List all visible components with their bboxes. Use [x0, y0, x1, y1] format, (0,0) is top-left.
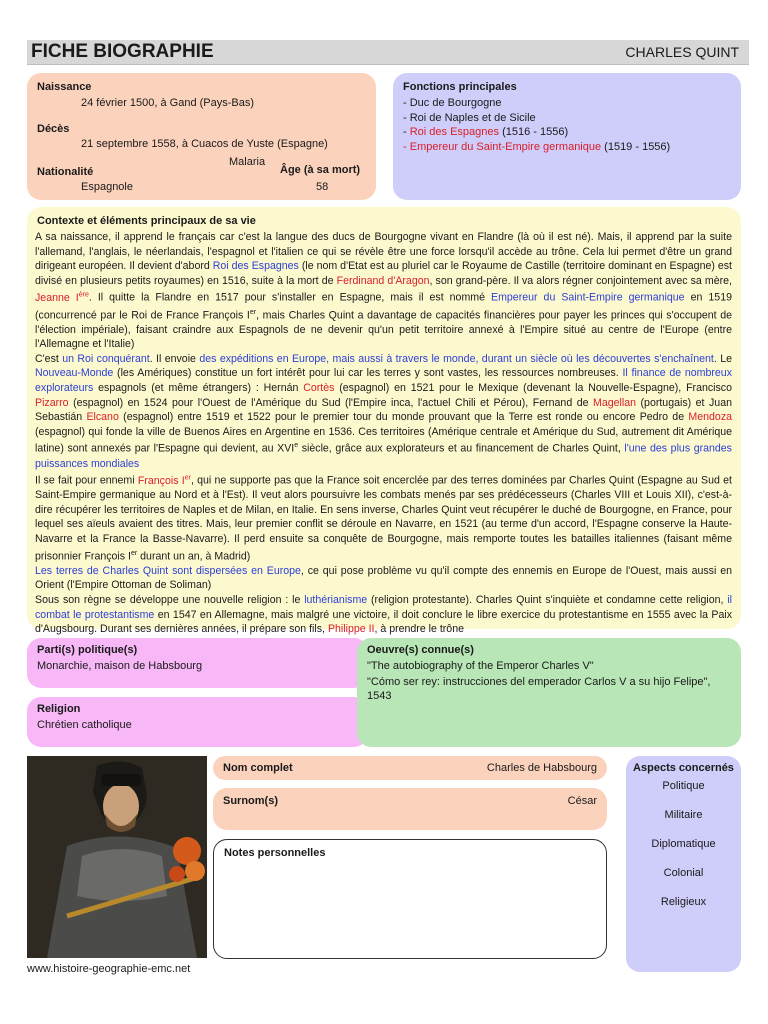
naissance-value: 24 février 1500, à Gand (Pays-Bas) — [81, 97, 255, 109]
mendoza-link[interactable]: Mendoza — [688, 411, 733, 424]
context-paragraph: A sa naissance, il apprend le français car c'est la langue des ducs de Bourgogne vivant en Flandre (là où il est né). Mais, il apprend par la suite l'allemand, l'anglais, le néerlandais, l'espagnol et l'italien ce qui se révèle être une force lorsqu'il accède au trône. Cela lui permet d'être un grand dirigeant européen. Il devient d'abord Roi des Espagnes (le nom d'Etat est au pluriel car le Royaume de Castille (territoire dominant en Espagne) est divisé en plusieurs petits royaumes) en 1516, suite à la mort de Ferdinand d'Aragon, son grand-père. Il va alors régner conjointement avec sa mère, Jeanne Ière. Il quitte la Flandre en 1517 pour s'installer en Espagne, mais il est nommé Empereur du Saint-Empire germanique en 1519 (concurrencé par le Roi de France François Ier, mais Charles Quint a davantage de capacités financières pour payer les princes qui s'occupent de l'élection impériale), faisant craindre aux Espagnols de ne devenir qu'un petit territoire annexé à l'Empire situé au centre de l'Europe (entre l'Allemagne et l'Italie) — [35, 231, 733, 351]
expeditions-link[interactable]: des expéditions en Europe, mais aussi à travers le monde, durant un siècle où les découvertes s'enchaînent — [199, 352, 714, 365]
naissance-label: Naissance — [37, 81, 92, 93]
aspects-box — [626, 756, 741, 972]
francois-link[interactable]: François Ier — [137, 474, 191, 487]
portrait-illustration — [27, 756, 207, 958]
function-item: - Roi de Naples et de Sicile — [403, 111, 536, 124]
religion-box — [27, 697, 368, 747]
nom-box — [213, 756, 607, 780]
source-credit[interactable]: www.histoire-geographie-emc.net — [27, 963, 191, 975]
roi-link[interactable]: Roi des Espagnes — [409, 126, 500, 138]
cortes-link[interactable]: Cortès — [303, 382, 335, 394]
functions-title: Fonctions principales — [403, 81, 517, 93]
magellan-link[interactable]: Magellan — [593, 396, 637, 409]
portrait-image — [27, 756, 207, 958]
notes-box[interactable] — [213, 839, 607, 959]
death-cause: Malaria — [229, 156, 266, 168]
oeuvres-box — [357, 638, 741, 747]
terres-link[interactable]: Les terres de Charles Quint sont dispersées en Europe — [35, 564, 301, 577]
oeuvre-item: "The autobiography of the Emperor Charles V" — [367, 660, 594, 672]
oeuvres-label: Oeuvre(s) connue(s) — [367, 644, 474, 656]
surnom-box — [213, 788, 607, 830]
parti-value: Monarchie, maison de Habsbourg — [37, 660, 203, 672]
age-value: 58 — [316, 181, 329, 193]
nouveau-monde-link[interactable]: Nouveau-Monde — [35, 367, 114, 380]
function-item: - Roi des Espagnes (1516 - 1556) — [403, 126, 569, 138]
context-text — [35, 230, 732, 637]
empereur-link[interactable]: Empereur du Saint-Empire germanique — [409, 140, 602, 153]
page-title: FICHE BIOGRAPHIE — [31, 41, 214, 62]
functions-list — [403, 96, 670, 154]
aspect-item: Diplomatique — [651, 838, 716, 850]
nationalite-value: Espagnole — [81, 181, 133, 193]
religion-label: Religion — [37, 703, 81, 715]
pizarro-link[interactable]: Pizarro — [35, 396, 69, 409]
parti-box — [27, 638, 368, 688]
function-item: - Duc de Bourgogne — [403, 97, 502, 109]
puissances-link[interactable]: l'une des plus grandes puissances mondiales — [35, 442, 732, 470]
ferdinand-link[interactable]: Ferdinand d'Aragon — [336, 274, 430, 287]
aspects-title: Aspects concernés — [633, 762, 734, 774]
birth-death-box — [27, 73, 376, 200]
context-paragraph: Sous son règne se développe une nouvelle religion : le luthérianisme (religion protestante). Charles Quint s'inquiète et condamne cette religion, il combat le protestantisme en 1547 en Allemagne, mais malgré une victoire, il doit conclure le libre exercice du protestantisme en 1555 avec la Paix d'Augsbourg. Durant ses dernières années, il prépare son fils, Philippe II, à prendre le trône — [35, 593, 732, 636]
philippe-link[interactable]: Philippe II — [327, 623, 375, 636]
surnom-value: César — [567, 795, 597, 807]
explorateurs-link[interactable]: Il finance de nombreux explorateurs — [35, 367, 732, 394]
aspect-item: Politique — [662, 780, 705, 792]
nom-label: Nom complet — [223, 762, 293, 774]
roi-conquerant-link[interactable]: un Roi conquérant — [62, 352, 150, 365]
roi-espagnes-link[interactable]: Roi des Espagnes — [212, 260, 299, 273]
context-paragraph: C'est un Roi conquérant. Il envoie des expéditions en Europe, mais aussi à travers le monde, durant un siècle où les découvertes s'enchaînent. Le Nouveau-Monde (les Amériques) constitue un fort intérêt pour lui car les terres y sont vastes, les ressources nombreuses. Il finance de nombreux explorateurs espagnols (et même étrangers) : Hernán Cortès (espagnol) en 1521 pour le Mexique (devenant la Nouvelle-Espagne), Francisco Pizarro (espagnol) en 1524 pour l'Ouest de l'Amérique du Sud (l'Empire inca, l'actuel Chili et Pérou), Fernand de Magellan (portugais) et Juan Sebastián Elcano (espagnol) entre 1519 et 1522 pour le premier tour du monde prouvant que la Terre est ronde ou encore Pedro de Mendoza (espagnol) qui fonde la ville de Buenos Aires en Argentine en 1536. Ces territoires (Amérique centrale et Amérique du Sud, autrement dit Amérique latine) sont annexés par l'Espagne qui devient, au XVIe siècle, grâce aux explorateurs et au financement de Charles Quint, l'une des plus grandes puissances mondiales — [35, 352, 733, 470]
deces-value: 21 septembre 1558, à Cuacos de Yuste (Espagne) — [81, 138, 328, 150]
nom-value: Charles de Habsbourg — [486, 762, 597, 774]
aspect-item: Colonial — [663, 867, 704, 879]
surnom-label: Surnom(s) — [223, 795, 278, 807]
aspect-item: Militaire — [664, 809, 703, 821]
parti-label: Parti(s) politique(s) — [37, 644, 138, 656]
age-label: Âge (à sa mort) — [280, 164, 361, 176]
nationalite-label: Nationalité — [37, 166, 94, 178]
context-paragraph: Il se fait pour ennemi François Ier, qui ne supporte pas que la France soit encerclée par des terres dominées par Charles Quint (Espagne au Sud et Saint-Empire germanique au Nord et à l'Est). Il veut alors poursuivre les combats menés par ses prédécesseurs (Charles VIII et Louis XII), c'est-à-dire récupérer les territoires de Naples et de Milan, en Italie. En sens inverse, Charles Quint veut récupérer le duché de Bourgogne, en France, pour lequel ses aïeuls avaient des titres. Mais, leur premier conflit se déroule en Navarre, en 1521 (au terme d'un accord, l'Espagne conserve la Haute-Navarre et la France la Basse-Navarre). Il perd ensuite sa conquête de Bourgogne, mais remporte toutes les batailles italiennes (faisant même prisonnier François Ier durant un an, à Madrid) — [35, 474, 732, 563]
empereur-link[interactable]: Empereur du Saint-Empire germanique — [491, 291, 685, 304]
context-paragraph: Les terres de Charles Quint sont dispersées en Europe, ce qui pose problème vu qu'il compte des ennemis en Europe de l'Ouest, mais aussi en Orient (l'Empire Ottoman de Soliman) — [35, 564, 732, 592]
elcano-link[interactable]: Elcano — [86, 411, 119, 424]
notes-label: Notes personnelles — [224, 847, 326, 859]
context-box — [27, 207, 741, 636]
jeanne-link[interactable]: Jeanne Ière — [35, 291, 89, 304]
aspect-item: Religieux — [660, 896, 707, 908]
person-name: CHARLES QUINT — [625, 44, 739, 60]
deces-label: Décès — [37, 123, 70, 135]
oeuvre-item: "Cómo ser rey: instrucciones del emperador Carlos V a su hijo Felipe", 1543 — [367, 676, 711, 702]
protestantisme-link[interactable]: il combat le protestantisme — [35, 593, 732, 621]
functions-box — [393, 73, 741, 200]
religion-value: Chrétien catholique — [37, 719, 132, 731]
function-item: - Empereur du Saint-Empire germanique (1519 - 1556) — [403, 140, 671, 153]
page-header — [27, 40, 749, 65]
lutherianisme-link[interactable]: luthérianisme — [304, 593, 368, 606]
context-title: Contexte et éléments principaux de sa vie — [37, 215, 256, 227]
